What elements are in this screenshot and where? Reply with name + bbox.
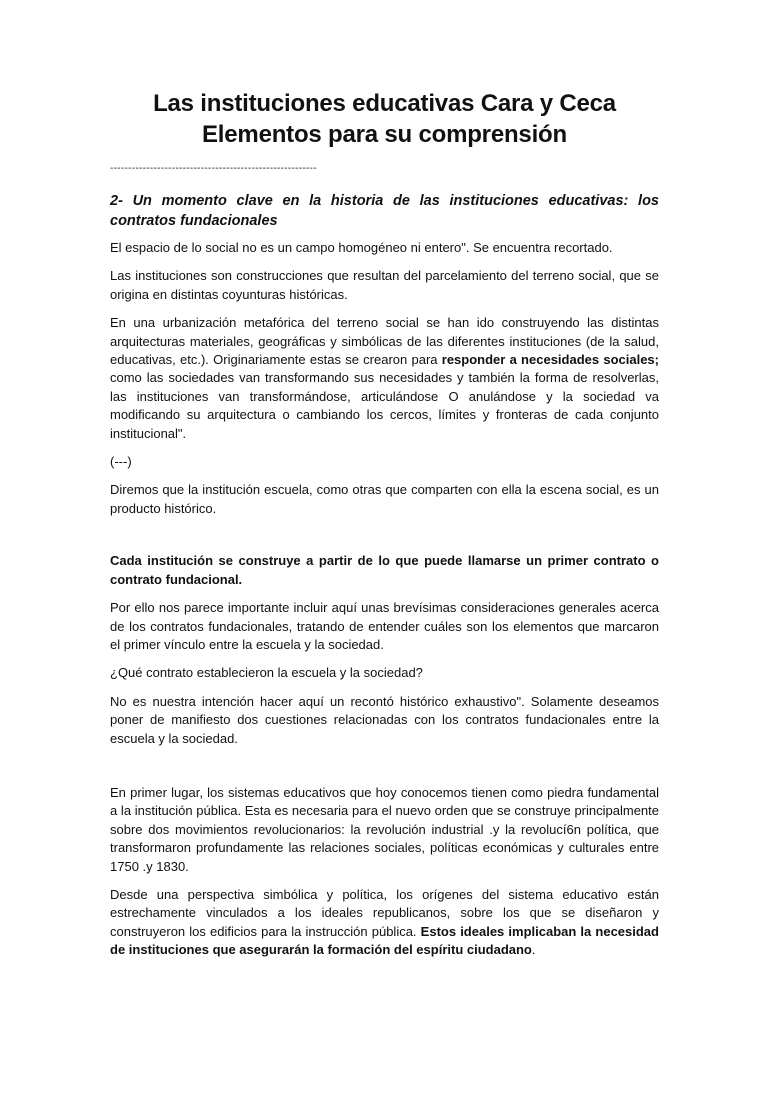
paragraph-11-text-b: .	[531, 942, 536, 958]
paragraph-7: Por ello nos parece importante incluir aquí unas brevísimas consideraciones generales acerca de los contratos fundacionales, tratando de entender cuáles son los elementos que marcaron el primer vínculo entre la escuela y la sociedad.	[110, 600, 659, 652]
paragraph-9: No es nuestra intención hacer aquí un recontó histórico exhaustivo". Solamente deseamos poner de manifiesto dos cuestiones relacionadas con los contratos fundacionales entre la escuela y la sociedad.	[110, 693, 659, 746]
paragraph-3	[110, 314, 659, 443]
paragraph-6	[110, 552, 659, 589]
paragraph-11-text-a: Desde una perspectiva simbólica y política, los orígenes del sistema educativo están estrechamente vinculados a los ideales republicanos, sobre los que se diseñaron y construyeron los edificios para la instrucción pública.	[110, 886, 659, 939]
paragraph-3-text-a: En una urbanización metafórica del terreno social se han ido construyendo las distintas arquitecturas materiales, geográficas y simbólicas de las diferentes instituciones (de la salud, educativas, etc.). Originariamente estas se crearon para	[110, 315, 659, 368]
paragraph-11	[110, 886, 659, 960]
paragraph-3-bold: responder a necesidades sociales;	[441, 352, 659, 368]
paragraph-2: Las instituciones son construcciones que resultan del parcelamiento del terreno social, que se origina en distintas coyunturas históricas.	[110, 268, 659, 302]
paragraph-11-bold: Estos ideales implicaban la necesidad de instituciones que asegurarán la formación del espíritu ciudadano	[110, 923, 659, 958]
document-title	[110, 88, 659, 150]
paragraph-3-text-b: como las sociedades van transformando sus necesidades y también la forma de resolverlas, las instituciones van transformándose, articulándose O anulándose y la sociedad va modificando su arquitectura o cambiando los cercos, límites y fronteras de cada conjunto institucional".	[110, 370, 659, 441]
paragraph-4: (---)	[110, 454, 132, 470]
paragraph-10: En primer lugar, los sistemas educativos que hoy conocemos tienen como piedra fundamental a la institución pública. Esta es necesaria para el nuevo orden que se construye principalmente sobre dos movimientos revolucionarios: la revolución industrial .y la revolucí6n política, que transformaron profundamente las relaciones sociales, políticas económicas y culturales entre 1750 .y 1830.	[110, 784, 659, 874]
paragraph-5: Diremos que la institución escuela, como otras que comparten con ella la escena social, es un producto histórico.	[110, 482, 659, 516]
separator-line: ---------------------------------------------------------	[110, 163, 317, 174]
paragraph-6-bold: Cada institución se construye a partir de lo que puede llamarse un primer contrato o contrato fundacional.	[110, 553, 659, 587]
document-page	[0, 88, 768, 1112]
paragraph-8: ¿Qué contrato establecieron la escuela y la sociedad?	[110, 665, 423, 681]
section-heading: 2- Un momento clave en la historia de las instituciones educativas: los contratos fundacionales	[110, 193, 659, 229]
title-line-2: Elementos para su comprensión	[202, 121, 567, 148]
paragraph-1: El espacio de lo social no es un campo homogéneo ni entero". Se encuentra recortado.	[110, 240, 613, 255]
title-line-1: Las instituciones educativas Cara y Ceca	[153, 90, 616, 117]
